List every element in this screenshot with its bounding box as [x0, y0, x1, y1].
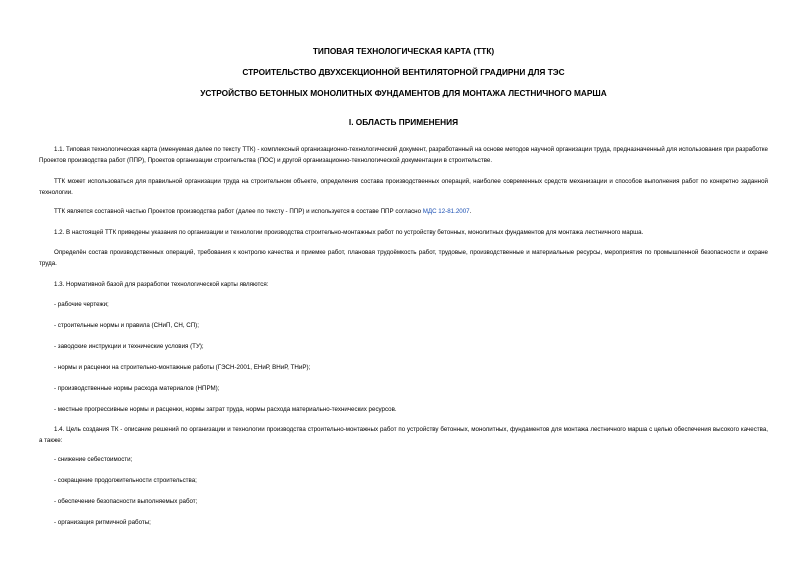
list-item: - местные прогрессивные нормы и расценки, нормы затрат труда, нормы расхода материально-технических ресурсов. [54, 406, 397, 413]
paragraph-1-3: 1.3. Нормативной базой для разработки технологической карты являются: [54, 281, 269, 288]
document-title: ТИПОВАЯ ТЕХНОЛОГИЧЕСКАЯ КАРТА (ТТК) [312, 46, 495, 56]
list-item: - заводские инструкции и технические условия (ТУ); [54, 343, 204, 350]
list-item: - нормы и расценки на строительно-монтажные работы (ГЭСН-2001, ЕНиР, ВНиР, ТНиР); [54, 364, 311, 371]
list-item: - организация ритмичной работы; [54, 519, 151, 526]
paragraph-ttk-usage: ТТК может использоваться для правильной организации труда на строительном объекте, определения состава производственных операций, наиболее современных средств механизации и способов выполнения работ по конкретно заданной технологии. [39, 178, 768, 196]
mds-link[interactable]: МДС 12-81.2007 [422, 208, 470, 215]
paragraph-1-1: 1.1. Типовая технологическая карта (именуемая далее по тексту ТТК) - комплексный организационно-технологический документ, разработанный на основе методов научной организации труда, предназначенный для использования при разработке Проектов производства работ (ППР), Проектов организации строительства (ПОС) и другой организационно-технологической документации в строительстве. [39, 146, 768, 164]
paragraph-composition: Определён состав производственных операций, требования к контролю качества и приемке работ, плановая трудоёмкость работ, трудовые, производственные и материальные ресурсы, мероприятия по промышленной безопасности и охране труда. [39, 249, 768, 267]
list-item: - производственные нормы расхода материалов (НПРМ); [54, 385, 220, 392]
document-topic: УСТРОЙСТВО БЕТОННЫХ МОНОЛИТНЫХ ФУНДАМЕНТОВ ДЛЯ МОНТАЖА ЛЕСТНИЧНОГО МАРША [200, 88, 607, 98]
paragraph-ttk-ppr-end: . [469, 208, 472, 215]
section-heading: I. ОБЛАСТЬ ПРИМЕНЕНИЯ [348, 117, 459, 127]
list-item: - строительные нормы и правила (СНиП, СН, СП); [54, 322, 199, 329]
paragraph-1-2: 1.2. В настоящей ТТК приведены указания по организации и технологии производства строительно-монтажных работ по устройству бетонных, монолитных фундаментов для монтажа лестничного марша. [54, 229, 644, 236]
paragraph-ttk-ppr-text: ТТК является составной частью Проектов производства работ (далее по тексту - ППР) и используется в составе ППР согласно [54, 208, 423, 215]
paragraph-1-4: 1.4. Цель создания ТК - описание решений по организации и технологии производства строительно-монтажных работ по устройству бетонных, монолитных, фундаментов для монтажа лестничного марша с целью обеспечения высокого качества, а также: [39, 426, 768, 444]
list-item: - обеспечение безопасности выполняемых работ; [54, 498, 198, 505]
paragraph-ttk-ppr [39, 207, 768, 218]
list-item: - снижение себестоимости; [54, 456, 133, 463]
document-subtitle: СТРОИТЕЛЬСТВО ДВУХСЕКЦИОННОЙ ВЕНТИЛЯТОРНОЙ ГРАДИРНИ ДЛЯ ТЭС [242, 67, 565, 77]
list-item: - рабочие чертежи; [54, 301, 109, 308]
list-item: - сокращение продолжительности строительства; [54, 477, 197, 484]
